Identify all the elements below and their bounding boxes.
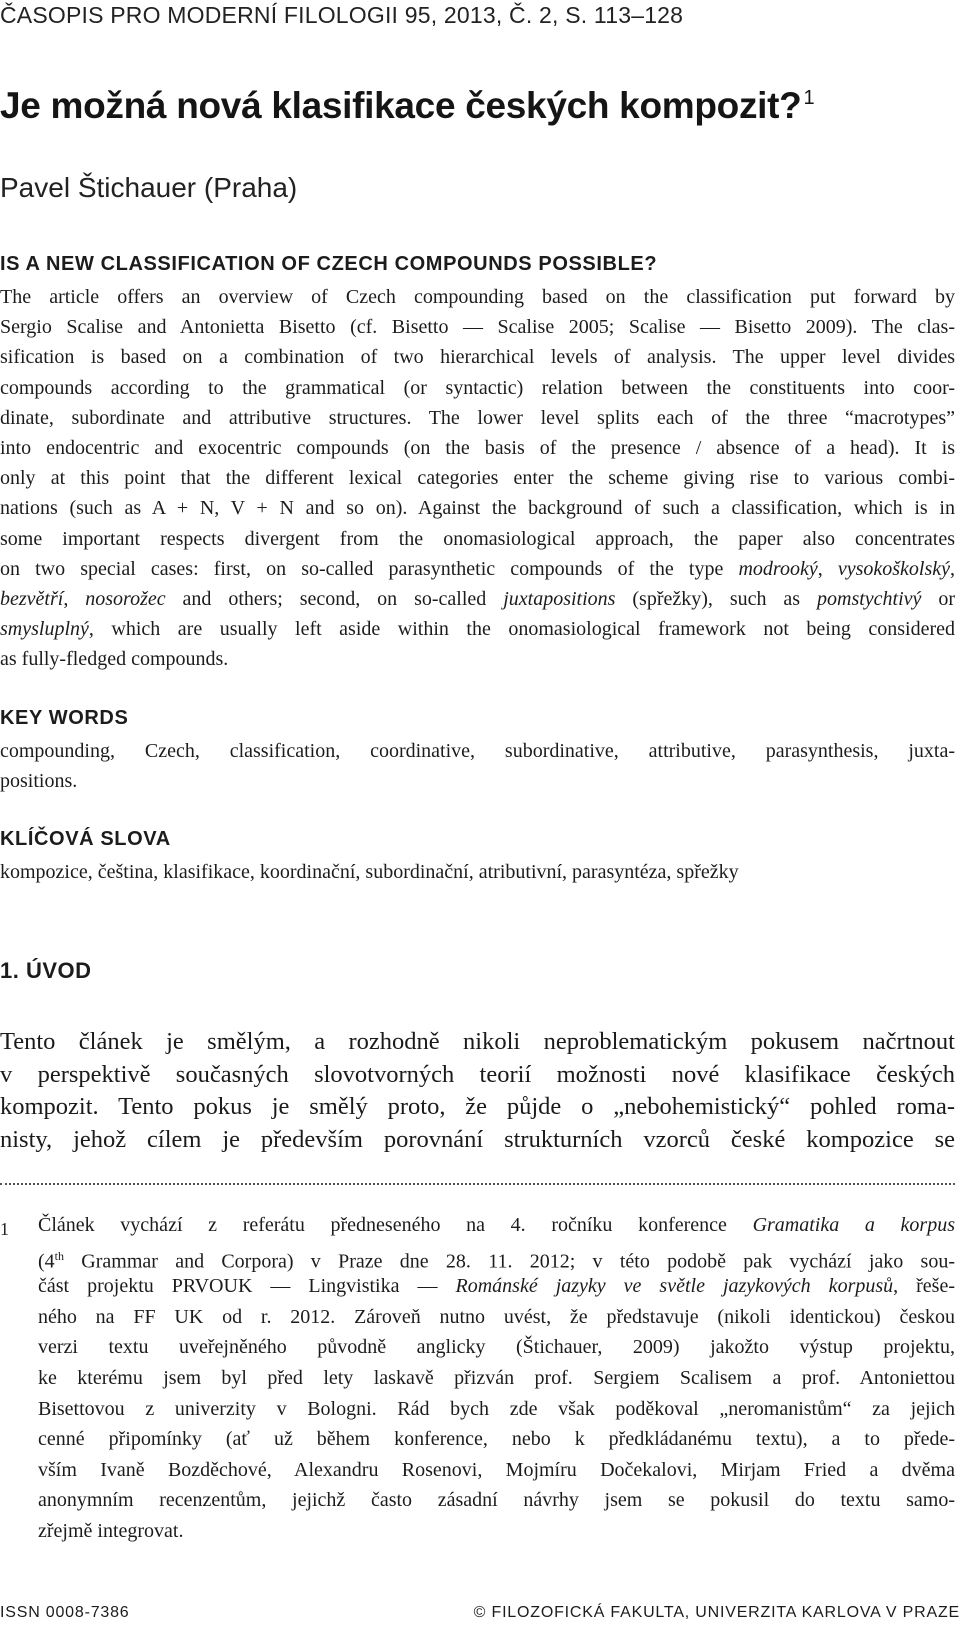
project-name: Románské jazyky ve světle jazykových korpusů (455, 1275, 894, 1298)
footnote-line: část projektu PRVOUK — Lingvistika — Románské jazyky ve světle jazykových korpusů, řeše- (38, 1275, 956, 1298)
example-term: smysluplný (0, 618, 89, 641)
copyright: © FILOZOFICKÁ FAKULTA, UNIVERZITA KARLOVA V PRAZE (473, 1604, 960, 1621)
abstract-body (0, 282, 955, 674)
keywords-en-line: positions. (0, 770, 78, 793)
abstract-line: sification is based on a combination of two hierarchical levels of analysis. The upper level divides (0, 346, 955, 369)
journal-header: ČASOPIS PRO MODERNÍ FILOLOGII 95, 2013, Č. 2, S. 113–128 (0, 2, 684, 28)
author-line: Pavel Štichauer (Praha) (0, 172, 298, 203)
abstract-line: on two special cases: first, on so-called parasynthetic compounds of the type modrooký, vysokoškolský, (0, 557, 955, 580)
abstract-line: into endocentric and exocentric compounds (on the basis of the presence / absence of a head). It is (0, 436, 955, 459)
keywords-cz-text: kompozice, čeština, klasifikace, koordinační, subordinační, atributivní, parasyntéza, spřežky (0, 861, 739, 883)
title-footnote-mark[interactable]: 1 (803, 87, 815, 109)
abstract-line: The article offers an overview of Czech compounding based on the classification put forward by (0, 286, 955, 308)
abstract-line: bezvětří, nosorožec and others; second, on so-called juxtapositions (spřežky), such as pomstychtivý or (0, 587, 955, 610)
example-term: pomstychtivý (817, 587, 922, 610)
keywords-en-heading: KEY WORDS (0, 707, 129, 729)
abstract-line: some important respects divergent from the onomasiological approach, the paper also concentrates (0, 527, 955, 550)
section-heading: 1. ÚVOD (0, 958, 92, 983)
footnote-line: Bisettovou z univerzity v Bologni. Rád bych zde však poděkoval „neromanistům“ za jejich (38, 1397, 955, 1420)
example-term: modrooký (738, 557, 818, 580)
body-line: nisty, jehož cílem je především porovnání strukturních vzorců české kompozice se (0, 1125, 955, 1153)
abstract-line: as fully-fledged compounds. (0, 648, 229, 671)
footnote-line: verzi textu uveřejněného původně anglicky (Štichauer, 2009) jakožto výstup projektu, (38, 1336, 955, 1359)
abstract-line: only at this point that the different lexical categories enter the scheme giving rise to various combi- (0, 467, 955, 490)
body-line: Tento článek je smělým, a rozhodně nikoli neproblematickým pokusem načrtnout (0, 1028, 955, 1055)
footnote-text (38, 1210, 955, 1547)
abstract-line: compounds according to the grammatical (or syntactic) relation between the constituents into coor- (0, 376, 955, 399)
article-title (0, 85, 814, 127)
abstract-line: smysluplný, which are usually left aside within the onomasiological framework not being considered (0, 618, 955, 641)
footnote-line: vším Ivaně Bozděchové, Alexandru Rosenovi, Mojmíru Dočekalovi, Mirjam Fried a dvěma (38, 1458, 955, 1481)
issn: ISSN 0008-7386 (0, 1604, 130, 1621)
footnote-line: zřejmě integrovat. (38, 1519, 184, 1542)
body-paragraph (0, 1026, 955, 1156)
abstract-line: nations (such as A + N, V + N and so on). Against the background of such a classification, which is in (0, 497, 955, 520)
footnote-line: (4th Grammar and Corpora) v Praze dne 28. 11. 2012; v této podobě pak vychází jako sou- (38, 1248, 955, 1273)
example-term: nosorožec (85, 587, 166, 610)
footnote-separator (0, 1183, 955, 1185)
keywords-cz-heading: KLÍČOVÁ SLOVA (0, 828, 171, 850)
footnote-line: ného na FF UK od r. 2012. Zároveň nutno uvést, že představuje (nikoli identickou) českou (38, 1305, 955, 1328)
abstract-heading: IS A NEW CLASSIFICATION OF CZECH COMPOUNDS POSSIBLE? (0, 253, 658, 275)
keywords-en-text (0, 736, 955, 796)
abstract-line: Sergio Scalise and Antonietta Bisetto (cf. Bisetto — Scalise 2005; Scalise — Bisetto 2009). The clas- (0, 316, 955, 339)
body-line: kompozit. Tento pokus je smělý proto, že půjde o „nebohemistický“ pohled roma- (0, 1093, 955, 1120)
example-term: vysokoškolský (837, 557, 950, 580)
footnote-line: ke kterému jsem byl před lety laskavě přizván prof. Sergiem Scalisem a prof. Antoniettou (38, 1366, 955, 1389)
footnote-line: cenné připomínky (ať už během konference, nebo k předkládanému textu), a to přede- (38, 1428, 955, 1451)
body-line: v perspektivě současných slovotvorných teorií možnosti nové klasifikace českých (0, 1060, 955, 1088)
footnote-line: Článek vychází z referátu předneseného na 4. ročníku konference Gramatika a korpus (38, 1214, 955, 1236)
example-term: juxtapositions (503, 587, 616, 610)
conference-name: Gramatika a korpus (752, 1214, 955, 1236)
footnote-line: anonymním recenzentům, jejichž často zásadní návrhy jsem se pokusil do textu samo- (38, 1489, 955, 1512)
footnote-number: 1 (0, 1219, 9, 1239)
example-term: bezvětří (0, 587, 64, 610)
title-text: Je možná nová klasifikace českých kompozit? (0, 85, 802, 126)
keywords-en-line: compounding, Czech, classification, coordinative, subordinative, attributive, parasynthesis, juxta- (0, 740, 955, 762)
abstract-line: dinate, subordinate and attributive structures. The lower level splits each of the three “macrotypes” (0, 406, 955, 429)
